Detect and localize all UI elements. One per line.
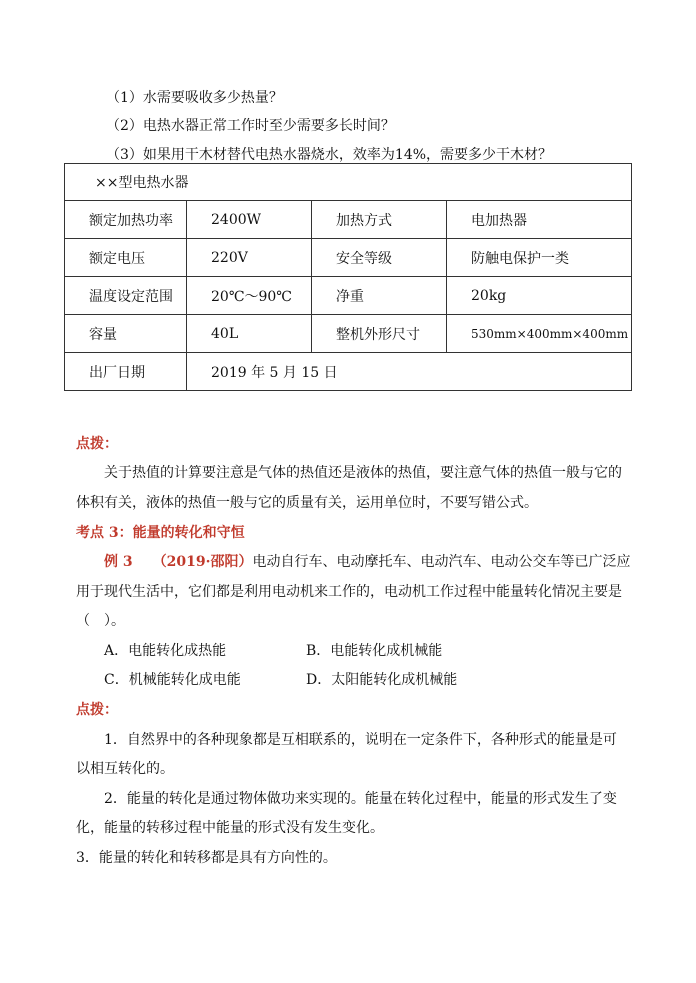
tip-text: 以相互转化的。 <box>76 761 174 777</box>
tip-label: 点拨： <box>76 436 118 452</box>
spec-label: 温度设定范围 <box>65 277 187 315</box>
spec-label: 出厂日期 <box>65 353 187 391</box>
spec-table <box>64 163 632 391</box>
spec-value: 20℃～90℃ <box>187 277 312 315</box>
tip-label: 点拨： <box>76 702 118 718</box>
example-text: 电动自行车、电动摩托车、电动汽车、电动公交车等已广泛应 <box>252 554 631 570</box>
spec-label: 安全等级 <box>312 239 447 277</box>
question-2: （2）电热水器正常工作时至少需要多长时间？ <box>106 118 395 134</box>
example-label: 例 3 <box>104 554 133 570</box>
example-text: （ ）。 <box>76 613 125 629</box>
section-heading: 考点 3：能量的转化和守恒 <box>76 525 245 541</box>
spec-value: 530mm×400mm×400mm <box>447 315 632 353</box>
spec-label: 额定电压 <box>65 239 187 277</box>
table-row <box>65 239 632 277</box>
table-row <box>65 353 632 391</box>
tip-text: 1．自然界中的各种现象都是互相联系的，说明在一定条件下，各种形式的能量是可 <box>104 732 617 748</box>
table-row <box>65 315 632 353</box>
spec-label: 额定加热功率 <box>65 201 187 239</box>
tip-text: 2．能量的转化是通过物体做功来实现的。能量在转化过程中，能量的形式发生了变 <box>104 791 617 807</box>
question-1: （1）水需要吸收多少热量？ <box>106 90 283 106</box>
spec-label: 容量 <box>65 315 187 353</box>
question-3: （3）如果用干木材替代电热水器烧水，效率为14%，需要多少干木材？ <box>106 147 553 163</box>
option-d: D．太阳能转化成机械能 <box>306 672 458 688</box>
spec-label: 加热方式 <box>312 201 447 239</box>
tip-text: 体积有关，液体的热值一般与它的质量有关，运用单位时，不要写错公式。 <box>76 495 538 511</box>
example-source: （2019·邵阳） <box>152 554 253 570</box>
spec-value: 20kg <box>447 277 632 315</box>
table-row <box>65 277 632 315</box>
spec-table-title: ××型电热水器 <box>65 164 632 201</box>
spec-value: 2019 年 5 月 15 日 <box>187 353 632 391</box>
example-line <box>104 552 630 572</box>
spec-value: 2400W <box>187 201 312 239</box>
spec-value: 220V <box>187 239 312 277</box>
tip-text: 3．能量的转化和转移都是具有方向性的。 <box>76 850 337 866</box>
option-c: C．机械能转化成电能 <box>104 672 241 688</box>
spec-value: 防触电保护一类 <box>447 239 632 277</box>
tip-text: 化，能量的转移过程中能量的形式没有发生变化。 <box>76 820 384 836</box>
spec-value: 电加热器 <box>447 201 632 239</box>
spec-label: 净重 <box>312 277 447 315</box>
tip-text: 关于热值的计算要注意是气体的热值还是液体的热值，要注意气体的热值一般与它的 <box>104 465 622 481</box>
option-b: B．电能转化成机械能 <box>306 643 443 659</box>
option-a: A．电能转化成热能 <box>104 643 227 659</box>
spec-value: 40L <box>187 315 312 353</box>
spec-label: 整机外形尺寸 <box>312 315 447 353</box>
table-row <box>65 201 632 239</box>
example-text: 用于现代生活中，它们都是利用电动机来工作的，电动机工作过程中能量转化情况主要是 <box>76 584 622 600</box>
